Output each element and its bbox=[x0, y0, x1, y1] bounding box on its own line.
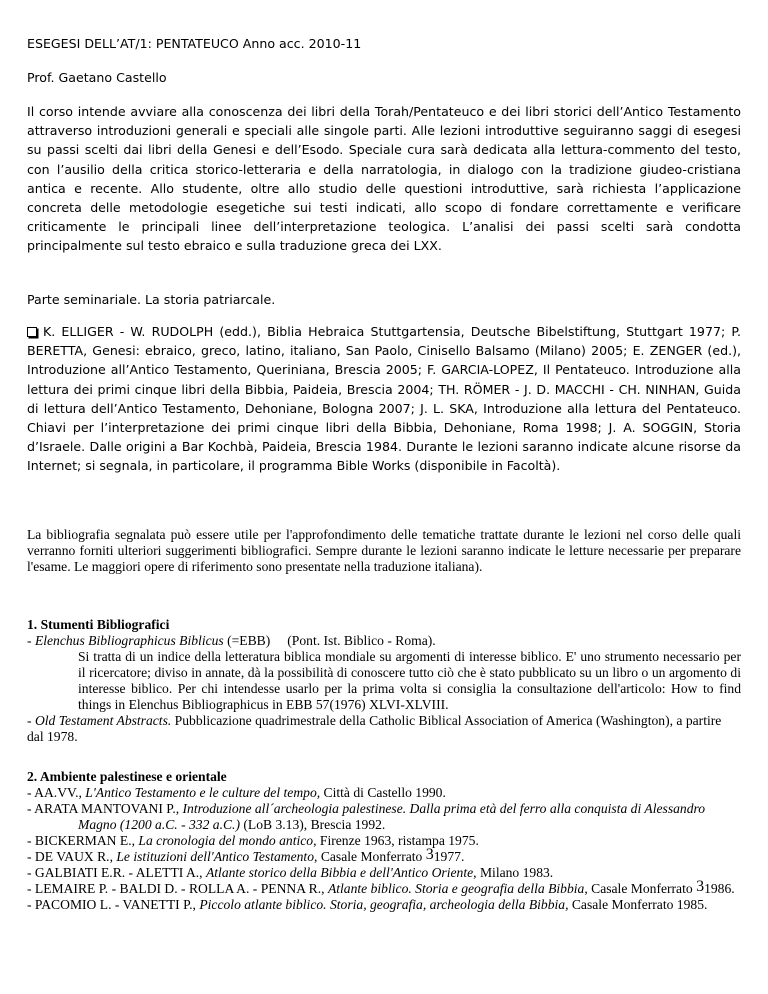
list-item: - GALBIATI E.R. - ALETTI A., Atlante storico della Bibbia e dell'Antico Oriente, Milano 1983. bbox=[27, 865, 554, 880]
section-2-heading: 2. Ambiente palestinese e orientale bbox=[27, 769, 227, 784]
list-item: - DE VAUX R., Le istituzioni dell'Antico Testamento, Casale Monferrato 31977. bbox=[27, 846, 465, 864]
list-item: - Old Testament Abstracts. Pubblicazione quadrimestrale della Catholic Biblical Association of America (Washington), a partire dal 1978. bbox=[27, 713, 722, 744]
list-item: - AA.VV., L'Antico Testamento e le culture del tempo, Città di Castello 1990. bbox=[27, 785, 446, 800]
list-item: - PACOMIO L. - VANETTI P., Piccolo atlante biblico. Storia, geografia, archeologia della Bibbia, Casale Monferrato 1985. bbox=[27, 897, 708, 912]
main-bibliography bbox=[27, 322, 741, 476]
list-item: - ARATA MANTOVANI P., Introduzione all´archeologia palestinese. Dalla prima età del ferro alla conquista di Alessandro Magno (1200 a.C. - 332 a.C.) (LoB 3.13), Brescia 1992. bbox=[27, 801, 706, 832]
professor-name: Prof. Gaetano Castello bbox=[27, 70, 167, 85]
list-item: - BICKERMAN E., La cronologia del mondo antico, Firenze 1963, ristampa 1975. bbox=[27, 833, 479, 848]
checkbox-icon bbox=[27, 327, 37, 337]
section-1 bbox=[27, 617, 741, 745]
list-item: - LEMAIRE P. - BALDI D. - ROLLA A. - PENNA R., Atlante biblico. Storia e geografia della Bibbia, Casale Monferrato 31986. bbox=[27, 878, 735, 896]
main-bibliography-text: K. ELLIGER - W. RUDOLPH (edd.), Biblia Hebraica Stuttgartensia, Deutsche Bibelstiftung, Stuttgart 1977; P. BERETTA, Genesi: ebraico, greco, latino, italiano, San Paolo, Cinisello Balsamo (Milano) 2005; E. ZENGER (ed.), Introduzione all’Antico Testamento, Queriniana, Brescia 2005; F. GARCIA-LOPEZ, Il Pentateuco. Introduzione alla lettura dei primi cinque libri della Bibbia, Paideia, Brescia 2004; TH. RÖMER - J. D. MACCHI - CH. NINHAN, Guida di lettura dell’Antico Testamento, Dehoniane, Bologna 2007; J. L. SKA, Introduzione alla lettura del Pentateuco. Chiavi per l’interpretazione dei primi cinque libri della Bibbia, Dehoniane, Roma 1998; J. A. SOGGIN, Storia d’Israele. Dalle origini a Bar Kochbà, Paideia, Brescia 1984. Durante le lezioni saranno indicate alcune risorse da Internet; si segnala, in particolare, il programma Bible Works (disponibile in Facoltà). bbox=[27, 324, 741, 474]
list-item: - Elenchus Bibliographicus Biblicus (=EBB) (Pont. Ist. Biblico - Roma). bbox=[27, 633, 436, 648]
section-2 bbox=[27, 769, 741, 913]
course-description: Il corso intende avviare alla conoscenza dei libri della Torah/Pentateuco e dei libri storici dell’Antico Testamento attraverso introduzioni generali e speciali alle singole parti. Alle lezioni introduttive seguiranno saggi di esegesi su passi scelti dai libri della Genesi e dell’Esodo. Speciale cura sarà dedicata alla lettura-commento del testo, con l’ausilio della critica storico-letteraria e della narratologia, in dialogo con la tradizione giudeo-cristiana antica e recente. Allo studente, oltre allo studio delle questioni introduttive, sarà richiesta l’applicazione concreta delle metodologie esegetiche sui testi indicati, allo scopo di fondare correttamente e verificare criticamente le principali linee dell’interpretazione teologica. L’analisi dei passi scelti sarà condotta principalmente sul testo ebraico e sulla traduzione greca dei LXX. bbox=[27, 104, 741, 254]
section-1-heading: 1. Stumenti Bibliografici bbox=[27, 617, 170, 632]
page-title: ESEGESI DELL’AT/1: PENTATEUCO Anno acc. 2010-11 bbox=[27, 36, 362, 51]
list-item-description: Si tratta di un indice della letteratura biblica mondiale su argomenti di interesse biblico. E' uno strumento necessario per il ricercatore; diviso in annate, dà la possibilità di conoscere tutto ciò che è stato pubblicato su un libro o un argomento di interesse biblico. Per chi intendesse usarlo per la prima volta si consiglia la consultazione dell'articolo: How to find things in Elenchus Bibliographicus in EBB 57(1976) XLVI-XLVIII. bbox=[78, 649, 741, 712]
seminar-title: Parte seminariale. La storia patriarcale. bbox=[27, 292, 276, 307]
bibliography-note: La bibliografia segnalata può essere utile per l'approfondimento delle tematiche trattate durante le lezioni nel corso delle quali verranno forniti ulteriori suggerimenti bibliografici. Sempre durante le lezioni saranno indicate le letture necessarie per preparare l'esame. Le maggiori opere di riferimento sono presentate nella traduzione italiana). bbox=[27, 527, 741, 574]
